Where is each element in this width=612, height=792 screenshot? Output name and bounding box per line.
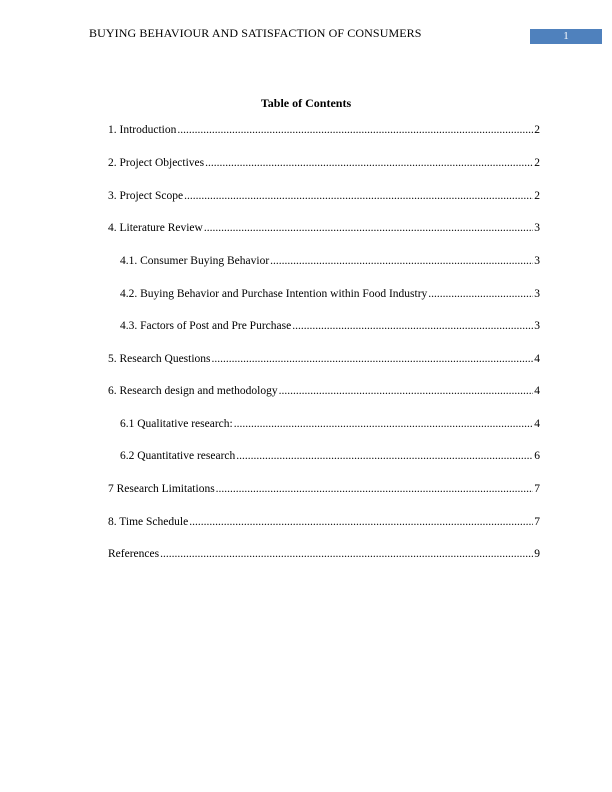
toc-entry-introduction[interactable] xyxy=(108,123,540,137)
toc-leader-dots xyxy=(292,319,533,333)
toc-entry-page: 6 xyxy=(534,450,540,462)
toc-leader-dots xyxy=(216,482,534,496)
toc-entry-label: 6.1 Qualitative research: xyxy=(120,418,233,430)
toc-entry-label: 2. Project Objectives xyxy=(108,157,205,169)
toc-entry-research-design[interactable] xyxy=(108,384,540,398)
toc-leader-dots xyxy=(270,254,533,268)
toc-entry-label: References xyxy=(108,548,160,560)
toc-leader-dots xyxy=(234,417,534,431)
toc-entry-project-scope[interactable] xyxy=(108,189,540,203)
toc-entry-consumer-buying-behavior[interactable] xyxy=(120,254,540,268)
toc-entry-literature-review[interactable] xyxy=(108,221,540,235)
toc-entry-page: 7 xyxy=(534,516,540,528)
toc-entry-time-schedule[interactable] xyxy=(108,515,540,529)
toc-entry-quantitative-research[interactable] xyxy=(120,449,540,463)
toc-entry-page: 4 xyxy=(534,353,540,365)
toc-leader-dots xyxy=(204,221,533,235)
toc-entry-label: 4. Literature Review xyxy=(108,222,203,234)
toc-entry-label: 4.1. Consumer Buying Behavior xyxy=(120,255,270,267)
toc-leader-dots xyxy=(428,287,533,301)
toc-entry-page: 4 xyxy=(534,385,540,397)
toc-entry-factors-post-pre-purchase[interactable] xyxy=(120,319,540,333)
toc-entry-page: 2 xyxy=(534,157,540,169)
toc-leader-dots xyxy=(279,384,534,398)
toc-entry-label: 6. Research design and methodology xyxy=(108,385,278,397)
toc-entry-page: 3 xyxy=(534,222,540,234)
toc-entry-references[interactable] xyxy=(108,547,540,561)
toc-entry-label: 6.2 Quantitative research xyxy=(120,450,236,462)
toc-entry-label: 4.2. Buying Behavior and Purchase Intention within Food Industry xyxy=(120,288,428,300)
toc-entry-page: 7 xyxy=(534,483,540,495)
toc-leader-dots xyxy=(160,547,533,561)
toc-entry-research-limitations[interactable] xyxy=(108,482,540,496)
toc-title: Table of Contents xyxy=(260,96,352,110)
toc-leader-dots xyxy=(177,123,533,137)
toc-entry-page: 2 xyxy=(534,124,540,136)
toc-leader-dots xyxy=(205,156,533,170)
toc-entry-page: 3 xyxy=(534,255,540,267)
toc-entry-buying-behavior-food-industry[interactable] xyxy=(120,287,540,301)
toc-entry-label: 1. Introduction xyxy=(108,124,177,136)
toc-entry-page: 2 xyxy=(534,190,540,202)
toc-entry-page: 3 xyxy=(534,320,540,332)
toc-leader-dots xyxy=(184,189,533,203)
toc-entry-page: 4 xyxy=(534,418,540,430)
running-head: BUYING BEHAVIOUR AND SATISFACTION OF CONSUMERS xyxy=(89,26,422,40)
toc-entry-research-questions[interactable] xyxy=(108,352,540,366)
toc-entry-label: 3. Project Scope xyxy=(108,190,184,202)
toc-entry-page: 3 xyxy=(534,288,540,300)
page-number: 1 xyxy=(530,29,602,44)
toc-leader-dots xyxy=(189,515,533,529)
toc-entry-project-objectives[interactable] xyxy=(108,156,540,170)
toc-entry-label: 7 Research Limitations xyxy=(108,483,215,495)
toc-entry-label: 5. Research Questions xyxy=(108,353,211,365)
toc-entry-label: 4.3. Factors of Post and Pre Purchase xyxy=(120,320,292,332)
toc-leader-dots xyxy=(212,352,534,366)
toc-entry-label: 8. Time Schedule xyxy=(108,516,189,528)
toc-entry-qualitative-research[interactable] xyxy=(120,417,540,431)
toc-entry-page: 9 xyxy=(534,548,540,560)
toc-leader-dots xyxy=(236,449,533,463)
